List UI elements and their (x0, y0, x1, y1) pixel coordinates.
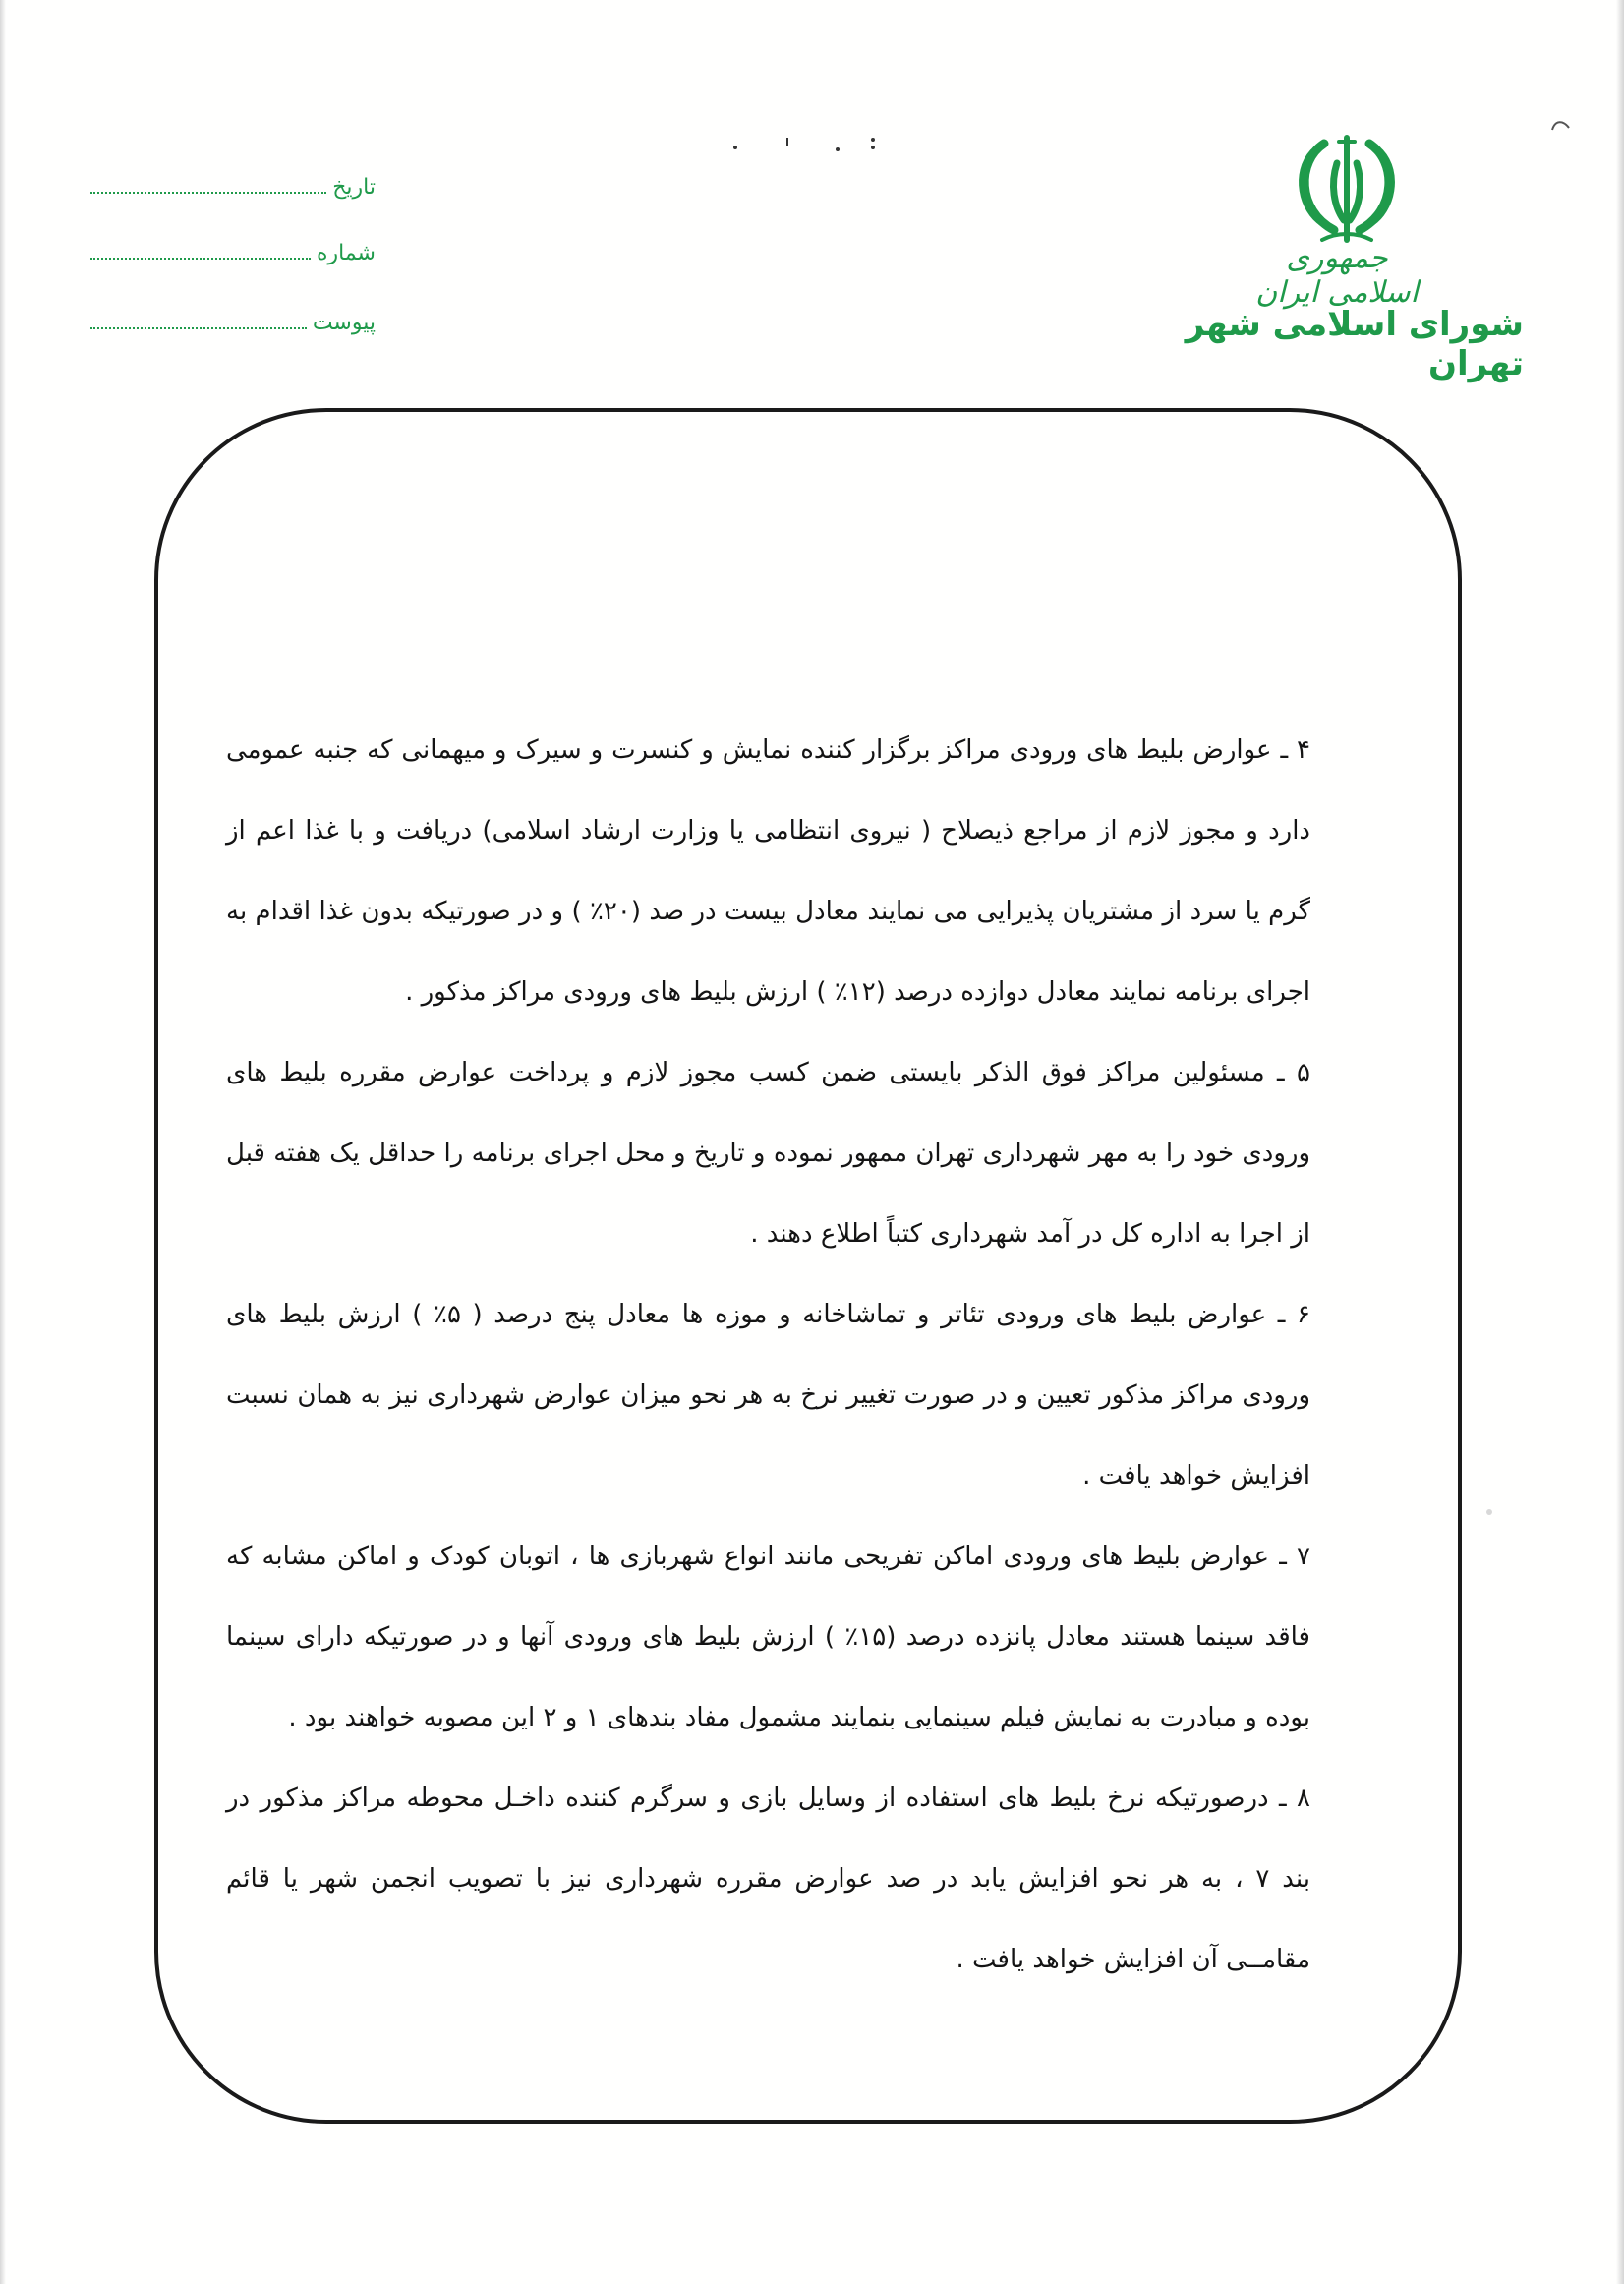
scan-marks (727, 136, 904, 155)
date-label: تاریخ (332, 175, 376, 200)
clause-7: ۷ ـ عوارض بلیط های ورودی اماکن تفریحی مانند انواع شهربازی ها ، اتوبان کودک و اماکن مشابه که فاقد سینما هستند معادل پانزده درصد (۱۵٪ ) ارزش بلیط های ورودی آنها و در صورتیکه دارای سینما بوده و مبادرت به نمایش فیلم سینمایی بنمایند مشمول مفاد بندهای ۱ و ۲ این مصوبه خواهند بود . (226, 1542, 1310, 1732)
attachment-label: پیوست (312, 311, 376, 335)
scan-dot (1486, 1509, 1492, 1515)
clause-4: ۴ ـ عوارض بلیط های ورودی مراکز برگزار کننده نمایش و کنسرت و سیرک و میهمانی که جنبه عمومی دارد و مجوز لازم از مراجع ذیصلاح ( نیروی انتظامی یا وزارت ارشاد اسلامی) دریافت و با غذا اعم از گرم یا سرد از مشتریان پذیرایی می نمایند معادل بیست در صد (۲۰٪ ) و در صورتیکه بدون غذا اقدام به اجرای برنامه نمایند معادل دوازده درصد (۱۲٪ ) ارزش بلیط های ورودی مراکز مذکور . (226, 735, 1310, 1007)
clause-8: ۸ ـ درصورتیکه نرخ بلیط های استفاده از وسایل بازی و سرگرم کننده داخـل محوطه مراکز مذکور در بند ۷ ، به هر نحو افزایش یابد در صد عوارض مقرره شهرداری نیز با تصویب انجمن شهر یا قائم مقامــی آن افزایش خواهد یافت . (226, 1784, 1311, 1974)
iran-emblem-icon (1283, 134, 1411, 252)
number-field (90, 241, 376, 280)
corner-scan-mark (1549, 116, 1573, 134)
scan-edge-left (0, 0, 6, 2284)
republic-name-logotype: جمهوری اسلامی ایران (1255, 241, 1419, 310)
regulation-text (226, 710, 1310, 2000)
clause-6: ۶ ـ عوارض بلیط های ورودی تئاتر و تماشاخانه و موزه ها معادل پنج درصد ( ۵٪ ) ارزش بلیط های ورودی مراکز مذکور تعیین و در صورت تغییر نرخ به هر نحو میزان عوارض شهرداری نیز به همان نسبت افزایش خواهد یافت . (226, 1300, 1310, 1491)
attachment-blank-line (90, 314, 307, 329)
clause-5: ۵ ـ مسئولین مراکز فوق الذکر بایستی ضمن کسب مجوز لازم و پرداخت عوارض مقرره بلیط های ورودی خود را به مهر شهرداری تهران ممهور نموده و تاریخ و محل اجرای برنامه را حداقل یک هفته قبل از اجرا به اداره کل در آمد شهرداری کتباً اطلاع دهند . (226, 1058, 1310, 1249)
date-blank-line (90, 178, 326, 194)
council-name: شورای اسلامی شهر تهران (1185, 305, 1524, 383)
number-label: شماره (316, 241, 376, 265)
scan-edge-right (1616, 0, 1624, 2284)
number-blank-line (90, 244, 311, 260)
attachment-field (90, 311, 376, 350)
date-field (90, 175, 376, 214)
